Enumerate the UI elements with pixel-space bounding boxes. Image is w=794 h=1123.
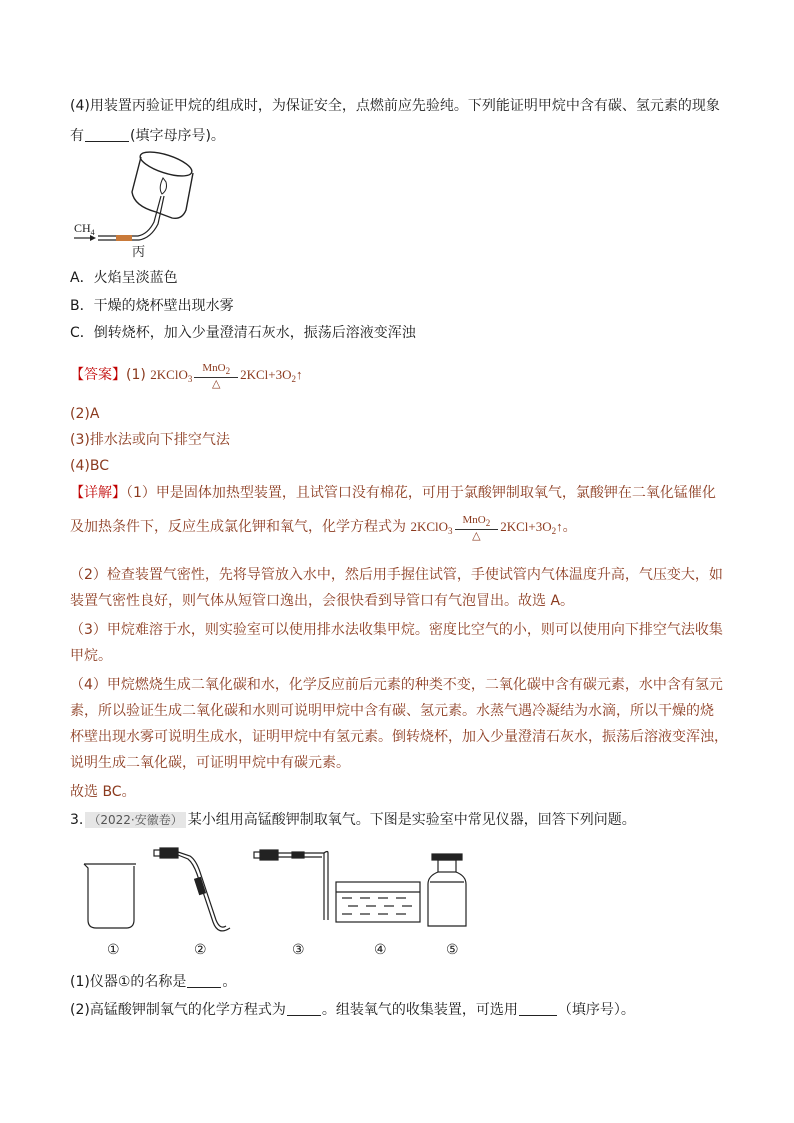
equation: 2KClO$_3$ $\frac{MnO_2}{\triangle}$ $2KCl+3O_2↑$: [150, 362, 303, 391]
option-c: C．倒转烧杯，加入少量澄清石灰水，振荡后溶液变浑浊: [70, 325, 416, 341]
detail-label: 【详解】: [70, 485, 126, 501]
stopper-bent-tube-icon: [154, 848, 230, 931]
detail-p4-line1: （4）甲烷燃烧生成二氧化碳和水，化学反应前后元素的种类不变，二氧化碳中含有碳元素，水中含有氢元: [70, 677, 723, 693]
detail-p2-line1: （2）检查装置气密性，先将导管放入水中，然后用手握住试管，手使试管内气体温度升高，气压变大，如: [70, 567, 723, 583]
answer-blank[interactable]: [287, 1001, 321, 1016]
q4-stem-post: (填字母序号)。: [130, 128, 225, 144]
answer-2: (2)A: [70, 406, 100, 422]
detail-p5: 故选 BC。: [70, 784, 136, 800]
q4-stem-line2: [70, 126, 225, 146]
label-3: ③: [292, 943, 305, 958]
q4-stem-line1: (4)用装置丙验证甲烷的组成时，为保证安全，点燃前应先验纯。下列能证明甲烷中含有碳、氢元素的现象: [70, 98, 720, 114]
label-5: ⑤: [446, 943, 459, 958]
answer-blank[interactable]: [187, 973, 221, 988]
water-trough-icon: [336, 882, 420, 922]
label-2: ②: [194, 943, 207, 958]
reaction-condition: $\frac{MnO_2}{\triangle}$: [194, 362, 238, 390]
detail-p4-line4: 说明生成二氧化碳，可证明甲烷中有碳元素。: [70, 755, 350, 771]
detail-p3-line2: 甲烷。: [70, 648, 112, 664]
answer-label: 【答案】: [70, 367, 126, 383]
detail-p4-line3: 杯壁出现水雾可说明生成水，证明甲烷中有氢元素。倒转烧杯，加入少量澄清石灰水，振荡后溶液变浑浊，: [70, 729, 728, 745]
gas-jar-icon: [428, 854, 466, 926]
gas-tube: [98, 196, 164, 240]
detail-equation: 2KClO$_3$ $\frac{MnO_2}{\triangle}$ $2KCl+3O_2↑$: [410, 514, 563, 543]
q3-sub1: (1)仪器①的名称是 。: [70, 974, 237, 990]
beaker-icon: [84, 864, 136, 928]
answer-4: (4)BC: [70, 458, 109, 474]
option-a: A．火焰呈淡蓝色: [70, 270, 178, 286]
option-b: B．干燥的烧杯壁出现水雾: [70, 298, 234, 314]
label-4: ④: [374, 943, 387, 958]
instruments-figure: [70, 840, 510, 965]
apparatus-bing-figure: [68, 148, 208, 260]
detail-p4-line2: 素，所以验证生成二氧化碳和水则可说明甲烷中含有碳、氢元素。水蒸气遇冷凝结为水滴，所以干燥的烧: [70, 703, 714, 719]
detail-p3-line1: （3）甲烷难溶于水，则实验室可以使用排水法收集甲烷。密度比空气的小，则可以使用向下排空气法收集: [70, 622, 723, 638]
detail-p1-line1: 【详解】（1）甲是固体加热型装置，且试管口没有棉花，可用于氯酸钾制取氧气，氯酸钾在二氧化锰催化: [70, 485, 716, 501]
answer-blank[interactable]: [85, 127, 129, 142]
gas-formula: $CH_4$: [74, 221, 95, 237]
source-tag: （2022·安徽卷）: [85, 812, 185, 828]
inverted-beaker: [132, 148, 194, 218]
detail-p2-line2: 装置气密性良好，则气体从短管口逸出，会很快看到导管口有气泡冒出。故选 A。: [70, 593, 575, 609]
answer-equation-line: [70, 362, 302, 392]
q3-stem: 3. （2022·安徽卷） 某小组用高锰酸钾制取氧气。下图是实验室中常见仪器，回答下列问题。: [70, 812, 636, 828]
answer-blank[interactable]: [519, 1001, 557, 1016]
stopper-long-tube-icon: [254, 850, 328, 920]
flame-icon: [160, 178, 166, 194]
figure-label: 丙: [132, 244, 146, 259]
detail-p1-line2: 及加热条件下，反应生成氯化钾和氧气，化学方程式为 2KClO$_3$ $\frac{MnO_2}{\triangle}$ $2KCl+3O_2↑$。: [70, 514, 577, 543]
answer-eq-prefix: (1): [126, 367, 146, 383]
q4-stem-pre: 有: [70, 128, 84, 144]
label-1: ①: [107, 943, 120, 958]
answer-3: (3)排水法或向下排空气法: [70, 432, 230, 448]
rubber-tube: [116, 235, 132, 241]
q3-sub2: (2)高锰酸钾制氧气的化学方程式为 。组装氧气的收集装置，可选用 （填序号）。: [70, 1002, 635, 1018]
